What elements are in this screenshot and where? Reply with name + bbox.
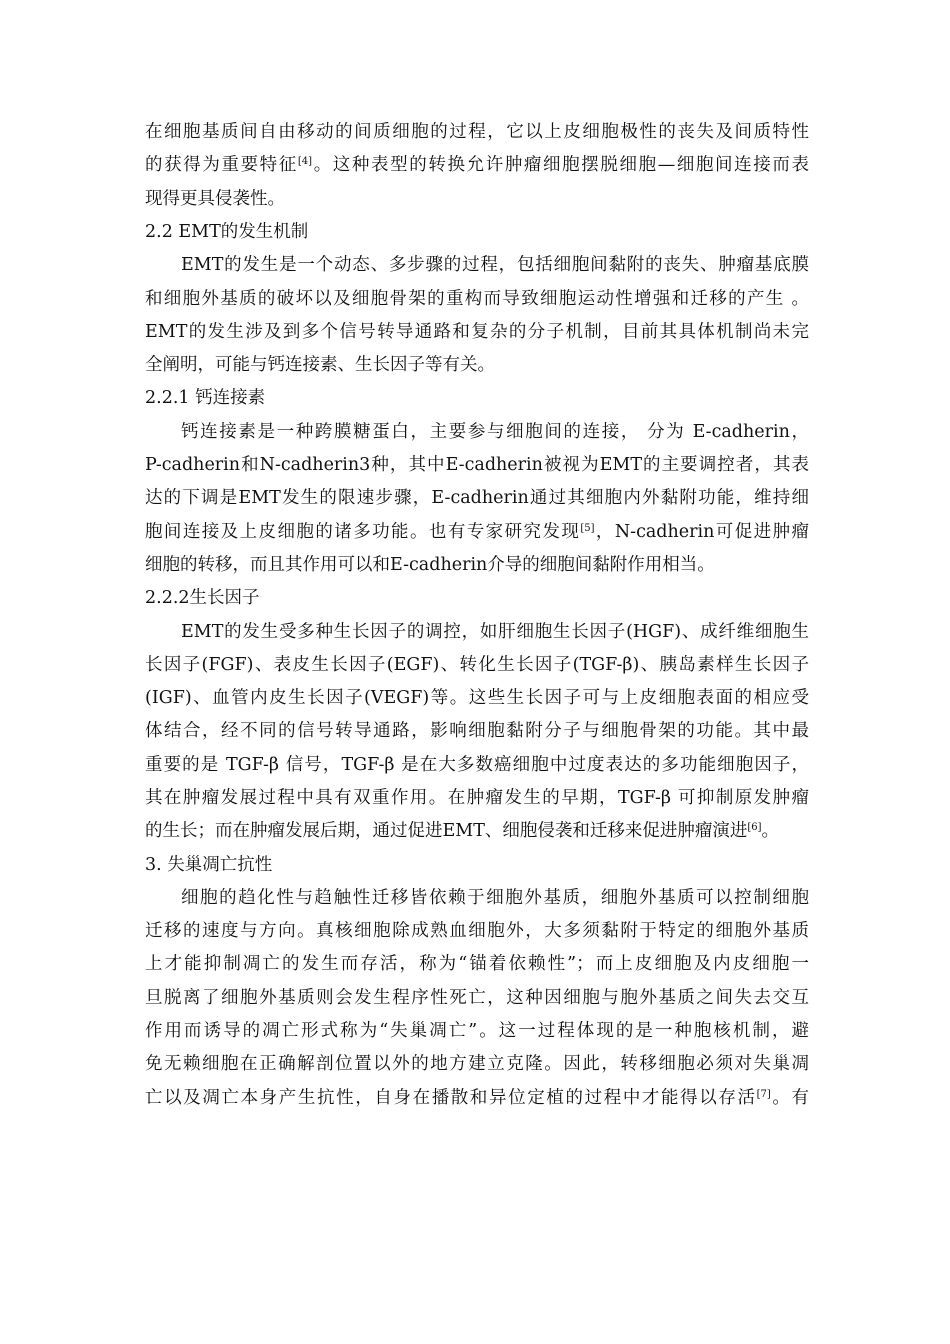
section-heading [145,854,809,876]
section-heading [145,587,809,609]
text-segment: 。有 [770,1088,810,1108]
text-segment: 旦脱离了细胞外基质则会发生程序性死亡，这种因细胞与胞外基质之间失去交互 [145,988,809,1008]
text-segment: 作用而诱导的凋亡形式称为“失巢凋亡”。这一过程体现的是一种胞核机制，避 [145,1021,809,1041]
text-segment: 现得更具侵袭性。 [145,189,285,209]
text-line [145,321,809,343]
text-segment: 和细胞外基质的破坏以及细胞骨架的重构而导致细胞运动性增强和迁移的产生 。 [145,289,809,309]
text-line [145,987,809,1009]
text-line [145,920,809,942]
text-segment: 2.2.1 钙连接素 [145,388,266,408]
text-line [145,454,809,476]
text-segment: 3. 失巢凋亡抗性 [145,855,273,875]
text-line [145,121,809,143]
text-line [145,820,809,842]
text-segment: (IGF)、血管内皮生长因子(VEGF)等。这些生长因子可与上皮细胞表面的相应受 [145,688,809,708]
text-segment: 。这种表型的转换允许肿瘤细胞摆脱细胞—细胞间连接而表 [312,155,810,175]
text-line [145,621,809,643]
text-segment: 迁移的速度与方向。真核细胞除成熟血细胞外，大多须黏附于特定的细胞外基质 [145,921,809,941]
text-line [145,354,809,376]
text-line [145,754,809,776]
text-segment: 免无赖细胞在正确解剖位置以外的地方建立克隆。因此，转移细胞必须对失巢凋 [145,1054,809,1074]
section-heading [145,387,809,409]
text-line [145,654,809,676]
text-segment: 胞间连接及上皮细胞的诸多功能。也有专家研究发现 [145,522,581,542]
text-line [145,154,809,176]
text-segment: 全阐明，可能与钙连接素、生长因子等有关。 [145,355,495,375]
text-line [145,487,809,509]
text-line [145,1053,809,1075]
text-line [145,521,809,543]
text-line [145,288,809,310]
text-segment: 亡以及凋亡本身产生抗性，自身在播散和异位定植的过程中才能得以存活 [145,1088,757,1108]
citation-ref: [4] [297,156,313,167]
text-segment: 钙连接素是一种跨膜糖蛋白，主要参与细胞间的连接， 分为 E-cadherin， [181,422,809,442]
text-line [145,953,809,975]
text-segment: 重要的是 TGF-β 信号，TGF-β 是在大多数癌细胞中过度表达的多功能细胞因子， [145,755,809,775]
text-line [145,720,809,742]
text-segment: 2.2.2生长因子 [145,588,260,608]
text-segment: 在细胞基质间自由移动的间质细胞的过程，它以上皮细胞极性的丧失及间质特性 [145,122,809,142]
text-segment: 的获得为重要特征 [145,155,298,175]
text-segment: 达的下调是EMT发生的限速步骤，E-cadherin通过其细胞内外黏附功能，维持细 [145,488,809,508]
citation-ref: [7] [756,1089,771,1100]
text-line [145,554,809,576]
text-segment: ，N-cadherin可促进肿瘤 [594,522,809,542]
text-segment: 上才能抑制凋亡的发生而存活，称为“锚着依赖性”；而上皮细胞及内皮细胞一 [145,954,809,974]
text-segment: 。 [761,821,780,841]
text-line [145,1087,809,1109]
section-heading [145,221,809,243]
citation-ref: [6] [747,822,762,833]
text-segment: 体结合，经不同的信号转导通路，影响细胞黏附分子与细胞骨架的功能。其中最 [145,721,809,741]
text-segment: EMT的发生是一个动态、多步骤的过程，包括细胞间黏附的丧失、肿瘤基底膜 [181,255,809,275]
text-line [145,421,809,443]
text-line [145,887,809,909]
text-segment: 的生长；而在肿瘤发展后期，通过促进EMT、细胞侵袭和迁移来促进肿瘤演进 [145,821,748,841]
text-segment: EMT的发生受多种生长因子的调控，如肝细胞生长因子(HGF)、成纤维细胞生 [181,622,809,642]
citation-ref: [5] [580,523,595,534]
text-segment: 其在肿瘤发展过程中具有双重作用。在肿瘤发生的早期，TGF-β 可抑制原发肿瘤 [145,788,809,808]
text-line [145,188,809,210]
text-segment: EMT的发生涉及到多个信号转导通路和复杂的分子机制，目前其具体机制尚未完 [145,322,809,342]
text-segment: P-cadherin和N-cadherin3种，其中E-cadherin被视为EMT的主要调控者，其表 [145,455,809,475]
text-segment: 细胞的趋化性与趋触性迁移皆依赖于细胞外基质，细胞外基质可以控制细胞 [181,888,809,908]
text-line [145,787,809,809]
text-line [145,1020,809,1042]
text-line [145,254,809,276]
text-line [145,687,809,709]
text-segment: 长因子(FGF)、表皮生长因子(EGF)、转化生长因子(TGF-β)、胰岛素样生长因子 [145,655,809,675]
text-segment: 细胞的转移，而且其作用可以和E-cadherin介导的细胞间黏附作用相当。 [145,555,715,575]
text-segment: 2.2 EMT的发生机制 [145,222,309,242]
